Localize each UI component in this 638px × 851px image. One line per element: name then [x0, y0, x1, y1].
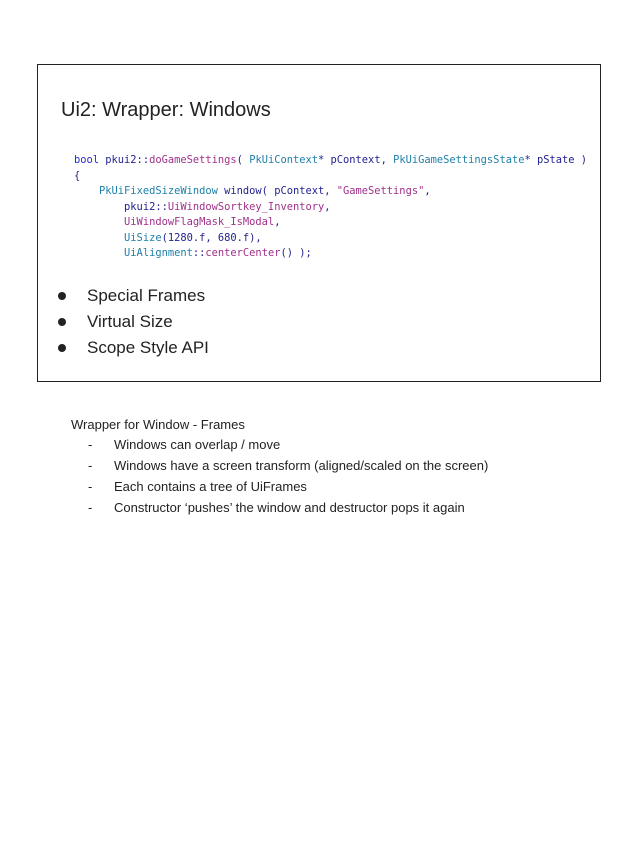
notes-item [71, 455, 488, 476]
bullet-item [56, 283, 209, 309]
bullet-dot-icon [58, 292, 66, 300]
notes-item [71, 434, 488, 455]
speaker-notes [71, 415, 488, 518]
code-line [74, 200, 587, 216]
code-token: * pState ) [524, 154, 588, 166]
code-token: pkui2:: [105, 154, 150, 166]
code-token: (1280.f, 680.f), [161, 231, 262, 244]
notes-item-text: Constructor ‘pushes’ the window and destructor pops it again [114, 500, 465, 515]
code-token: doGameSettings [149, 154, 237, 166]
code-token: * pContext, [318, 154, 394, 166]
code-token [74, 247, 124, 259]
dash-marker: - [88, 458, 93, 473]
code-token: :: [192, 247, 206, 259]
notes-heading: Wrapper for Window - Frames [71, 417, 245, 432]
notes-item-text: Each contains a tree of UiFrames [114, 479, 307, 494]
code-token: { [74, 169, 81, 182]
notes-list [71, 434, 488, 518]
code-token: ( [236, 154, 250, 166]
bullet-dot-icon [58, 344, 66, 352]
code-token: UiSize [124, 231, 162, 244]
code-token: UiWindowFlagMask_IsModal [124, 216, 275, 228]
code-token: "GameSettings" [336, 185, 425, 197]
code-token: , [274, 216, 281, 228]
code-line [74, 215, 587, 231]
code-token [74, 232, 124, 244]
bullet-text: Special Frames [87, 286, 206, 305]
slide-title: Ui2: Wrapper: Windows [61, 99, 271, 121]
bullet-text: Virtual Size [87, 312, 173, 331]
code-token: PkUiGameSettingsState [393, 154, 525, 166]
code-token: pkui2:: [74, 200, 168, 213]
code-token: , [424, 185, 431, 197]
notes-item-text: Windows can overlap / move [114, 437, 281, 452]
code-line [74, 153, 587, 169]
code-line [74, 169, 587, 185]
notes-item-text: Windows have a screen transform (aligned/scaled on the screen) [114, 458, 489, 473]
bullet-item [56, 335, 209, 361]
code-token: centerCenter [205, 247, 281, 259]
bullet-dot-icon [58, 318, 66, 326]
code-token: UiAlignment [124, 247, 193, 259]
code-token: PkUiContext [249, 154, 319, 166]
code-line [74, 184, 587, 200]
code-line [74, 246, 587, 262]
code-token: UiWindowSortkey_Inventory [167, 200, 325, 213]
code-token: window( pContext, [217, 185, 337, 197]
slide-frame [37, 64, 601, 382]
code-line [74, 231, 587, 247]
dash-marker: - [88, 500, 93, 515]
bullet-text: Scope Style API [87, 338, 209, 357]
dash-marker: - [88, 479, 93, 494]
code-snippet [74, 153, 587, 262]
code-token [74, 185, 99, 197]
bullet-list [56, 283, 209, 361]
notes-item [71, 497, 488, 518]
code-token: , [324, 200, 331, 213]
code-token [74, 216, 124, 228]
notes-item [71, 476, 488, 497]
bullet-item [56, 309, 209, 335]
code-token: bool [74, 154, 106, 166]
code-token: PkUiFixedSizeWindow [99, 185, 218, 197]
dash-marker: - [88, 437, 93, 452]
code-token: () ); [280, 247, 312, 259]
